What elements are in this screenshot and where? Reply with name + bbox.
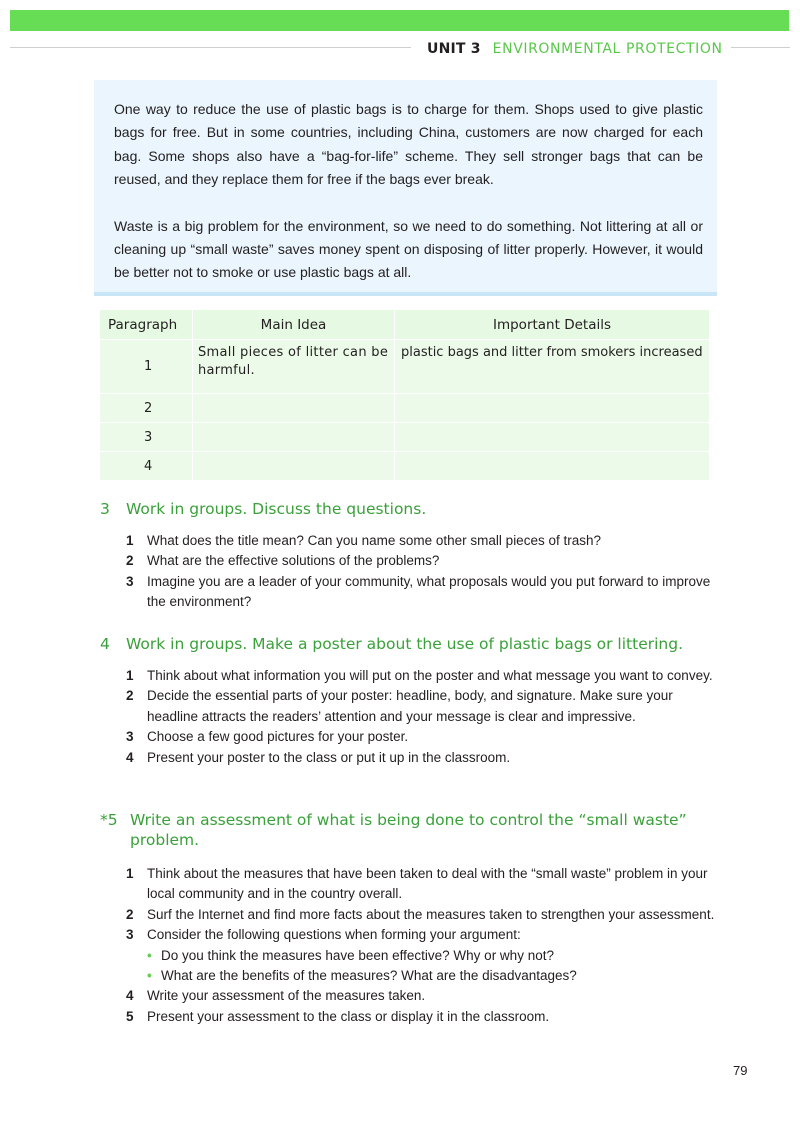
paragraph-number: 1 bbox=[100, 340, 192, 394]
reading-paragraph: One way to reduce the use of plastic bags is to charge for them. Shops used to give plastic bags for free. But in some countries, including China, customers are now charged for each bag. Some shops also have a “bag-for-life” scheme. They sell stronger bags that can be reused, and they replace them for free if the bags ever break. bbox=[114, 101, 703, 188]
task-title: Write an assessment of what is being done to control the “small waste” problem. bbox=[130, 811, 687, 849]
details-cell[interactable] bbox=[395, 452, 709, 481]
item-number: 3 bbox=[126, 573, 134, 589]
table-header-row bbox=[100, 310, 709, 340]
header-rule-left bbox=[10, 47, 411, 48]
paragraph-number: 4 bbox=[100, 452, 192, 481]
list-item bbox=[126, 666, 716, 686]
item-text: Consider the following questions when forming your argument: bbox=[147, 927, 521, 943]
list-item bbox=[126, 986, 716, 1006]
main-idea-cell[interactable] bbox=[192, 423, 395, 452]
table-row bbox=[100, 394, 709, 423]
list-item bbox=[126, 748, 716, 768]
sub-question bbox=[147, 946, 716, 966]
table-row bbox=[100, 452, 709, 481]
bullet-icon: • bbox=[147, 947, 152, 963]
item-text: Write your assessment of the measures taken. bbox=[147, 988, 426, 1004]
task-number: 3 bbox=[100, 500, 110, 518]
column-header-paragraph: Paragraph bbox=[100, 310, 192, 340]
item-text: Think about what information you will put on the poster and what message you want to convey. bbox=[147, 668, 713, 683]
item-number: 1 bbox=[126, 866, 134, 881]
item-text: Present your assessment to the class or display it in the classroom. bbox=[147, 1008, 550, 1024]
item-number: 3 bbox=[126, 729, 134, 745]
header-rule-right bbox=[731, 47, 790, 48]
item-number: 1 bbox=[126, 533, 134, 548]
item-number: 4 bbox=[126, 749, 134, 765]
item-number: 2 bbox=[126, 553, 134, 569]
main-idea-cell[interactable]: Small pieces of litter can be harmful. bbox=[192, 340, 395, 394]
list-item bbox=[126, 864, 716, 905]
item-text: Present your poster to the class or put it up in the classroom. bbox=[147, 749, 511, 765]
reading-paragraph: Waste is a big problem for the environment, so we need to do something. Not littering at all or cleaning up “small waste” saves money spent on disposing of litter properly. However, it would be better not to smoke or use plastic bags at all. bbox=[114, 217, 703, 281]
table-row bbox=[100, 423, 709, 452]
details-cell[interactable] bbox=[395, 394, 709, 423]
main-idea-cell[interactable] bbox=[192, 394, 395, 423]
item-text: What are the effective solutions of the problems? bbox=[147, 553, 440, 569]
list-item bbox=[126, 551, 716, 571]
item-number: 2 bbox=[126, 688, 134, 704]
reading-passage bbox=[94, 80, 717, 296]
list-item bbox=[126, 572, 716, 613]
task-heading bbox=[100, 499, 720, 519]
page-number: 79 bbox=[733, 1063, 748, 1078]
unit-topic: ENVIRONMENTAL PROTECTION bbox=[492, 41, 723, 57]
list-item bbox=[126, 905, 716, 925]
task-heading bbox=[100, 810, 700, 850]
list-item bbox=[126, 1007, 716, 1027]
column-header-main-idea: Main Idea bbox=[192, 310, 395, 340]
main-idea-cell[interactable] bbox=[192, 452, 395, 481]
item-text: What does the title mean? Can you name some other small pieces of trash? bbox=[147, 533, 601, 548]
sub-question-text: What are the benefits of the measures? What are the disadvantages? bbox=[161, 968, 577, 984]
details-cell[interactable] bbox=[395, 423, 709, 452]
paragraph-notes-table bbox=[100, 310, 709, 481]
unit-label: UNIT 3 bbox=[427, 41, 481, 57]
sub-question-list bbox=[147, 946, 716, 987]
item-number: 4 bbox=[126, 988, 134, 1004]
task-step-list bbox=[126, 864, 716, 1027]
list-item bbox=[126, 531, 716, 551]
item-text: Surf the Internet and find more facts about the measures taken to strengthen your assessment. bbox=[147, 906, 715, 922]
list-item bbox=[126, 686, 716, 727]
item-text: Choose a few good pictures for your poster. bbox=[147, 729, 409, 745]
paragraph-number: 3 bbox=[100, 423, 192, 452]
item-text: Imagine you are a leader of your community, what proposals would you put forward to improve the environment? bbox=[147, 573, 711, 610]
task-number: 4 bbox=[100, 635, 110, 653]
item-number: 3 bbox=[126, 927, 134, 943]
column-header-details: Important Details bbox=[395, 310, 709, 340]
item-number: 1 bbox=[126, 668, 134, 683]
task-heading bbox=[100, 634, 720, 654]
task-title: Work in groups. Make a poster about the use of plastic bags or littering. bbox=[126, 635, 684, 653]
list-item bbox=[126, 727, 716, 747]
task-number: *5 bbox=[100, 811, 118, 829]
item-number: 2 bbox=[126, 906, 134, 922]
item-text: Decide the essential parts of your poster: headline, body, and signature. Make sure your headline attracts the readers’ attention and your message is clear and impressive. bbox=[147, 688, 673, 724]
item-number: 5 bbox=[126, 1008, 134, 1024]
task-title: Work in groups. Discuss the questions. bbox=[126, 500, 427, 518]
paragraph-number: 2 bbox=[100, 394, 192, 423]
sub-question-text: Do you think the measures have been effective? Why or why not? bbox=[161, 947, 554, 963]
list-item bbox=[126, 925, 716, 986]
item-text: Think about the measures that have been taken to deal with the “small waste” problem in your local community and in the country overall. bbox=[147, 866, 708, 902]
top-accent-bar bbox=[10, 10, 789, 31]
sub-question bbox=[147, 966, 716, 986]
details-cell[interactable]: plastic bags and litter from smokers increased bbox=[395, 340, 709, 394]
table-row bbox=[100, 340, 709, 394]
task-step-list bbox=[126, 666, 716, 768]
bullet-icon: • bbox=[147, 968, 152, 984]
task-question-list bbox=[126, 531, 716, 613]
running-header bbox=[427, 39, 723, 59]
